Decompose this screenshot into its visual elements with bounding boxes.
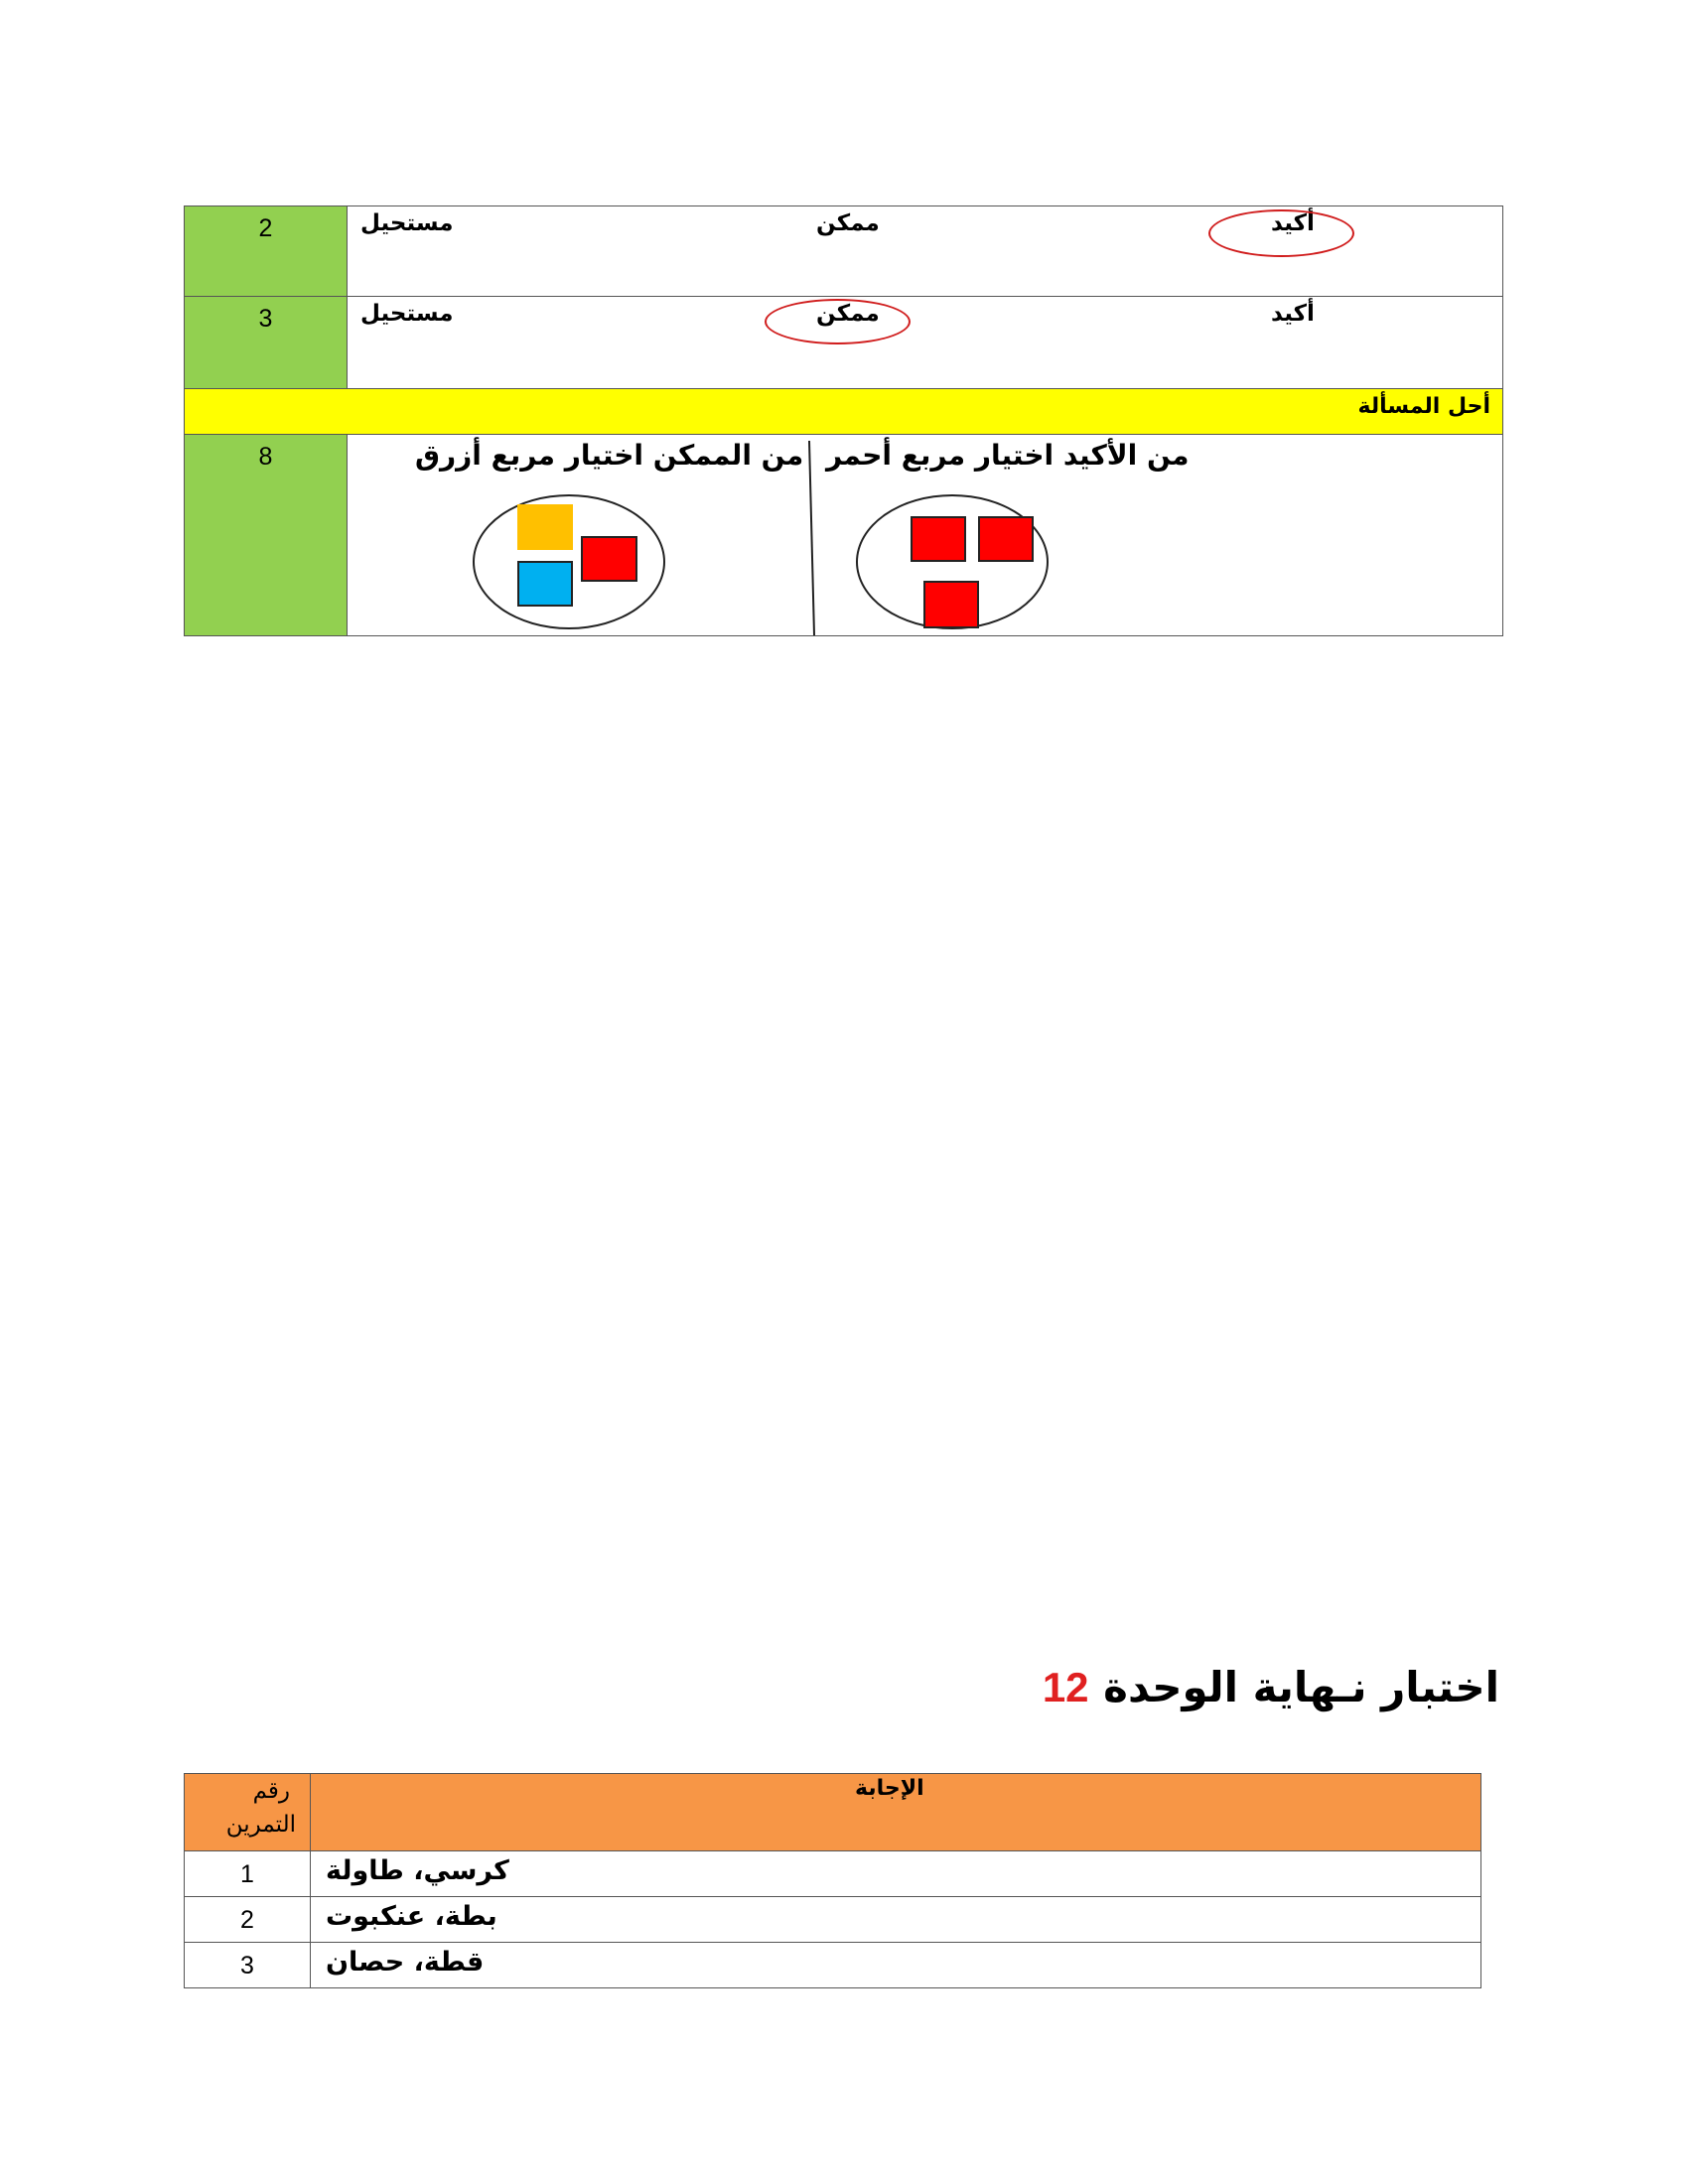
option-certain: أكيد — [1271, 301, 1315, 327]
option-impossible: مستحيل — [360, 301, 454, 327]
blue-square — [517, 561, 573, 607]
row-number: 2 — [258, 214, 273, 242]
problem-header-row — [184, 388, 1503, 435]
answer-text: قطة، حصان — [326, 1947, 485, 1978]
row-number: 2 — [240, 1906, 254, 1934]
row-number: 3 — [240, 1952, 254, 1979]
table-row-number — [184, 1896, 311, 1943]
table-row-number — [184, 1942, 311, 1988]
option-impossible: مستحيل — [360, 210, 454, 236]
header-answer-cell — [310, 1773, 1481, 1851]
option-possible: ممكن — [816, 210, 880, 236]
table-row-answer — [310, 1942, 1481, 1988]
row-number: 8 — [258, 443, 273, 471]
options-cell — [347, 296, 1503, 389]
header-number-line2: التمرين — [225, 1812, 296, 1838]
table-row-answer — [310, 1896, 1481, 1943]
answer-text: كرسي، طاولة — [326, 1855, 509, 1886]
red-square — [581, 536, 637, 582]
row-number: 1 — [240, 1860, 254, 1888]
row-number-cell — [184, 434, 348, 636]
statement-possible-blue: من الممكن اختيار مربع أزرق — [415, 439, 804, 472]
row-number-cell — [184, 205, 348, 297]
problem-header: أحل المسألة — [1357, 394, 1490, 419]
header-number-cell — [184, 1773, 311, 1851]
row-number-cell — [184, 296, 348, 389]
row-number: 3 — [258, 305, 273, 333]
table-row-answer — [310, 1850, 1481, 1897]
answer-circle — [1208, 209, 1354, 257]
option-possible: ممكن — [816, 301, 880, 327]
option-certain: أكيد — [1271, 210, 1315, 236]
divider-line — [804, 437, 824, 635]
red-square — [978, 516, 1034, 562]
statement-certain-red: من الأكيد اختيار مربع أحمر — [826, 439, 1190, 472]
red-square — [923, 581, 979, 628]
section-title-number: 12 — [1042, 1664, 1089, 1710]
header-answer: الإجابة — [855, 1776, 924, 1801]
red-square — [911, 516, 966, 562]
table-row-number — [184, 1850, 311, 1897]
answer-circle — [765, 299, 911, 344]
answer-text: بطة، عنكبوت — [326, 1901, 497, 1932]
header-number-line1: رقم — [252, 1778, 290, 1804]
orange-square — [517, 504, 573, 550]
section-title — [1043, 1663, 1499, 1711]
section-title-text: اختبار نـهاية الوحدة — [1103, 1663, 1499, 1711]
